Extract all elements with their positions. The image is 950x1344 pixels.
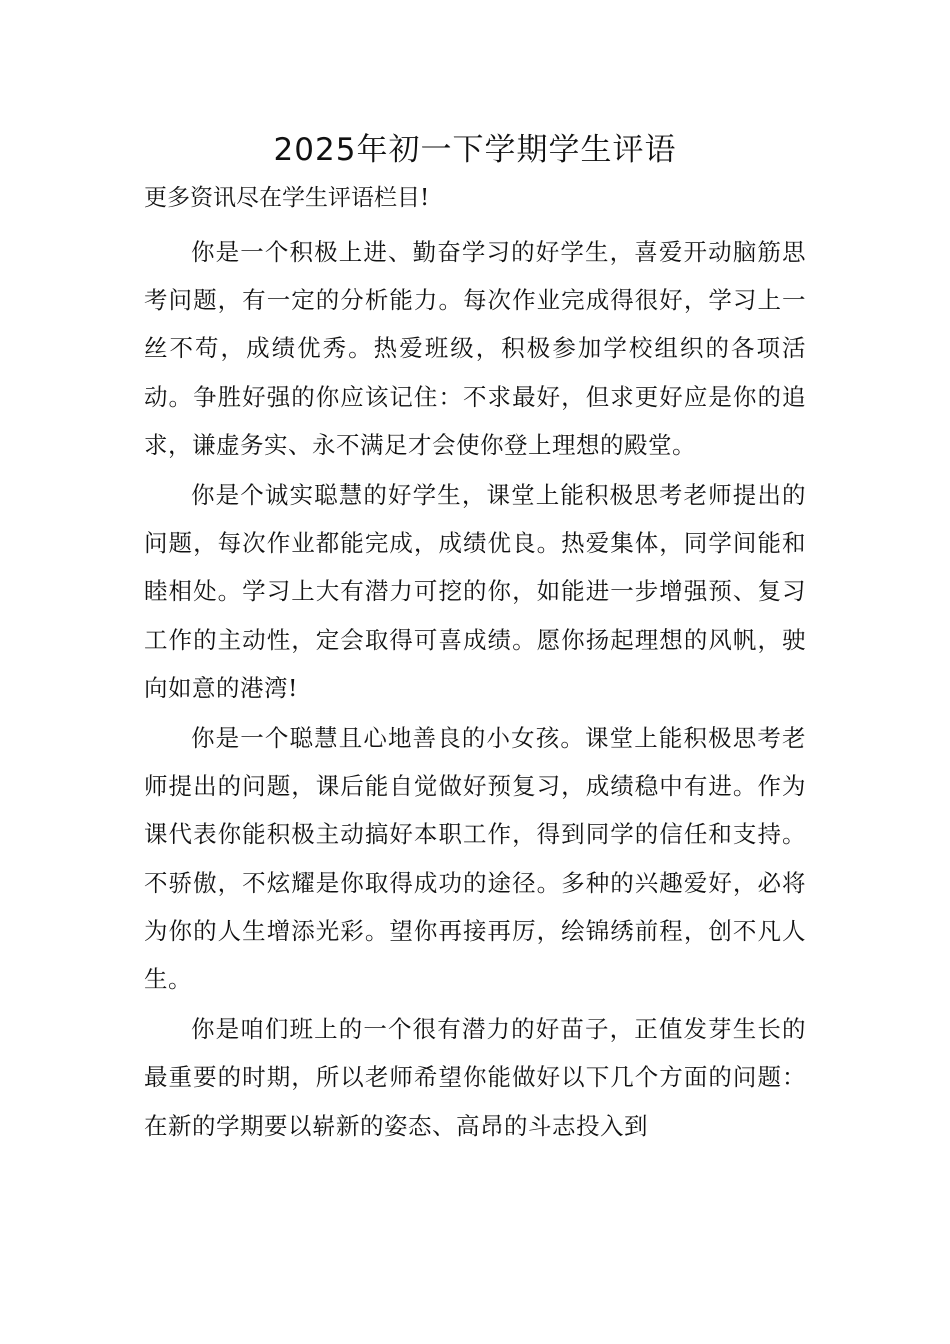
comment-paragraph-2: 你是个诚实聪慧的好学生，课堂上能积极思考老师提出的问题，每次作业都能完成，成绩优良。热爱集体，同学间能和睦相处。学习上大有潜力可挖的你，如能进一步增强预、复习工作的主动性，定会取得可喜成绩。愿你扬起理想的风帆，驶向如意的港湾! xyxy=(144,481,806,702)
comment-paragraph-3: 你是一个聪慧且心地善良的小女孩。课堂上能积极思考老师提出的问题，课后能自觉做好预复习，成绩稳中有进。作为课代表你能积极主动搞好本职工作，得到同学的信任和支持。不骄傲，不炫耀是你取得成功的途径。多种的兴趣爱好，必将为你的人生增添光彩。望你再接再厉，绘锦绣前程，创不凡人生。 xyxy=(144,724,806,994)
document-body xyxy=(144,228,806,1152)
document-title: 2025年初一下学期学生评语 xyxy=(273,132,677,168)
comment-paragraph-4: 你是咱们班上的一个很有潜力的好苗子，正值发芽生长的最重要的时期，所以老师希望你能做好以下几个方面的问题：在新的学期要以崭新的姿态、高昂的斗志投入到 xyxy=(144,1015,806,1140)
comment-paragraph-1: 你是一个积极上进、勤奋学习的好学生，喜爱开动脑筋思考问题，有一定的分析能力。每次作业完成得很好，学习上一丝不苟，成绩优秀。热爱班级，积极参加学校组织的各项活动。争胜好强的你应该记住：不求最好，但求更好应是你的追求，谦虚务实、永不满足才会使你登上理想的殿堂。 xyxy=(144,238,806,459)
intro-line: 更多资讯尽在学生评语栏目! xyxy=(144,185,430,211)
